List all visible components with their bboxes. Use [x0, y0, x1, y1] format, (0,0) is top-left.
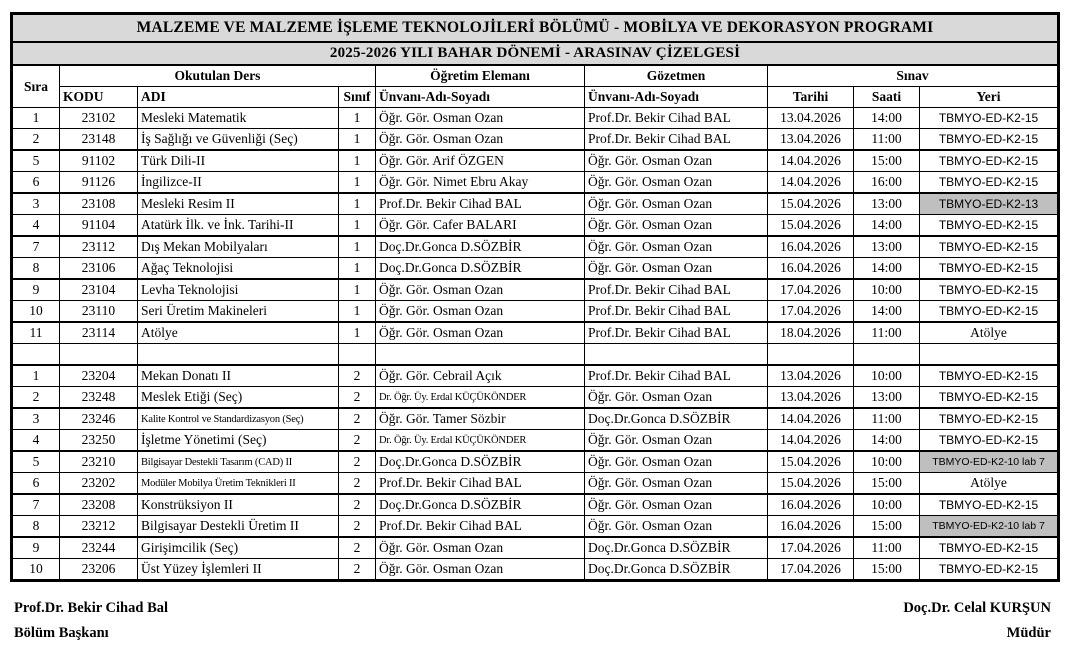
cell-saati: 13:00	[854, 236, 920, 258]
cell-gozetmen: Öğr. Gör. Osman Ozan	[585, 430, 768, 452]
col-header-yeri: Yeri	[920, 87, 1059, 108]
cell-ogretim: Doç.Dr.Gonca D.SÖZBİR	[376, 236, 585, 258]
cell-tarihi: 17.04.2026	[768, 537, 854, 559]
cell-adi: İngilizce-II	[138, 172, 339, 194]
cell-sinif	[339, 344, 376, 366]
cell-ogretim: Dr. Öğr. Üy. Erdal KÜÇÜKÖNDER	[376, 430, 585, 452]
cell-gozetmen: Prof.Dr. Bekir Cihad BAL	[585, 129, 768, 151]
cell-kodu: 23210	[60, 451, 138, 473]
cell-saati: 15:00	[854, 473, 920, 495]
cell-sinif: 2	[339, 408, 376, 430]
cell-kodu: 23250	[60, 430, 138, 452]
cell-gozetmen: Öğr. Gör. Osman Ozan	[585, 215, 768, 237]
cell-ogretim: Doç.Dr.Gonca D.SÖZBİR	[376, 451, 585, 473]
cell-ogretim: Öğr. Gör. Nimet Ebru Akay	[376, 172, 585, 194]
cell-saati: 13:00	[854, 387, 920, 409]
cell-yeri: Atölye	[920, 322, 1059, 344]
col-header-ogretim-elemani: Öğretim Elemanı	[376, 65, 585, 87]
cell-sira: 3	[12, 193, 60, 215]
cell-yeri: TBMYO-ED-K2-10 lab 7	[920, 451, 1059, 473]
cell-sinif: 2	[339, 559, 376, 581]
cell-sira: 9	[12, 279, 60, 301]
cell-sira: 4	[12, 430, 60, 452]
cell-gozetmen: Öğr. Gör. Osman Ozan	[585, 193, 768, 215]
table-row	[12, 408, 1059, 430]
table-row	[12, 537, 1059, 559]
cell-tarihi: 16.04.2026	[768, 516, 854, 538]
cell-saati: 11:00	[854, 322, 920, 344]
cell-gozetmen: Prof.Dr. Bekir Cihad BAL	[585, 301, 768, 323]
cell-kodu: 23206	[60, 559, 138, 581]
cell-adi: İşletme Yönetimi (Seç)	[138, 430, 339, 452]
cell-yeri: TBMYO-ED-K2-15	[920, 408, 1059, 430]
table-row	[12, 193, 1059, 215]
col-header-sinav: Sınav	[768, 65, 1059, 87]
cell-ogretim: Prof.Dr. Bekir Cihad BAL	[376, 516, 585, 538]
cell-kodu: 23202	[60, 473, 138, 495]
signature-left-name: Prof.Dr. Bekir Cihad Bal	[14, 600, 169, 616]
cell-adi: Mesleki Matematik	[138, 108, 339, 129]
cell-sira: 2	[12, 129, 60, 151]
signature-right-name: Doç.Dr. Celal KURŞUN	[903, 600, 1051, 616]
cell-adi: Dış Mekan Mobilyaları	[138, 236, 339, 258]
cell-gozetmen: Öğr. Gör. Osman Ozan	[585, 516, 768, 538]
col-header-unvan-gozetmen: Ünvanı-Adı-Soyadı	[585, 87, 768, 108]
cell-kodu: 23212	[60, 516, 138, 538]
cell-sira: 10	[12, 559, 60, 581]
cell-saati	[854, 344, 920, 366]
table-row	[12, 387, 1059, 409]
cell-sira: 9	[12, 537, 60, 559]
cell-ogretim: Doç.Dr.Gonca D.SÖZBİR	[376, 494, 585, 516]
cell-tarihi: 14.04.2026	[768, 430, 854, 452]
cell-ogretim: Doç.Dr.Gonca D.SÖZBİR	[376, 258, 585, 280]
cell-yeri: TBMYO-ED-K2-15	[920, 279, 1059, 301]
cell-tarihi: 16.04.2026	[768, 236, 854, 258]
table-row	[12, 494, 1059, 516]
cell-adi	[138, 344, 339, 366]
cell-yeri: TBMYO-ED-K2-15	[920, 258, 1059, 280]
cell-yeri: TBMYO-ED-K2-13	[920, 193, 1059, 215]
cell-saati: 11:00	[854, 537, 920, 559]
cell-saati: 14:00	[854, 258, 920, 280]
table-row	[12, 215, 1059, 237]
cell-saati: 11:00	[854, 408, 920, 430]
cell-tarihi: 14.04.2026	[768, 408, 854, 430]
cell-tarihi: 15.04.2026	[768, 193, 854, 215]
cell-tarihi: 13.04.2026	[768, 108, 854, 129]
cell-adi: Bilgisayar Destekli Tasarım (CAD) II	[138, 451, 339, 473]
table-row	[12, 322, 1059, 344]
cell-gozetmen: Prof.Dr. Bekir Cihad BAL	[585, 322, 768, 344]
cell-yeri: TBMYO-ED-K2-15	[920, 365, 1059, 387]
cell-adi: Konstrüksiyon II	[138, 494, 339, 516]
table-row	[12, 559, 1059, 581]
group-header-row	[12, 65, 1059, 87]
cell-sinif: 1	[339, 279, 376, 301]
sub-header-row	[12, 87, 1059, 108]
cell-kodu: 23208	[60, 494, 138, 516]
cell-saati: 14:00	[854, 301, 920, 323]
col-header-unvan-ogretim: Ünvanı-Adı-Soyadı	[376, 87, 585, 108]
cell-saati: 10:00	[854, 365, 920, 387]
cell-sinif: 1	[339, 322, 376, 344]
cell-adi: Mekan Donatı II	[138, 365, 339, 387]
cell-ogretim: Öğr. Gör. Osman Ozan	[376, 301, 585, 323]
cell-tarihi: 18.04.2026	[768, 322, 854, 344]
cell-ogretim: Öğr. Gör. Osman Ozan	[376, 108, 585, 129]
table-row	[12, 279, 1059, 301]
cell-ogretim: Dr. Öğr. Üy. Erdal KÜÇÜKÖNDER	[376, 387, 585, 409]
cell-sinif: 2	[339, 473, 376, 495]
cell-kodu: 91104	[60, 215, 138, 237]
cell-saati: 10:00	[854, 451, 920, 473]
cell-gozetmen: Öğr. Gör. Osman Ozan	[585, 451, 768, 473]
cell-sira: 3	[12, 408, 60, 430]
cell-yeri: TBMYO-ED-K2-15	[920, 301, 1059, 323]
cell-kodu: 23102	[60, 108, 138, 129]
cell-saati: 14:00	[854, 215, 920, 237]
table-row	[12, 516, 1059, 538]
cell-yeri: TBMYO-ED-K2-10 lab 7	[920, 516, 1059, 538]
cell-kodu: 23246	[60, 408, 138, 430]
cell-adi: Bilgisayar Destekli Üretim II	[138, 516, 339, 538]
cell-sira: 1	[12, 108, 60, 129]
cell-adi: İş Sağlığı ve Güvenliği (Seç)	[138, 129, 339, 151]
cell-ogretim: Prof.Dr. Bekir Cihad BAL	[376, 473, 585, 495]
col-header-kodu: KODU	[60, 87, 138, 108]
cell-gozetmen: Öğr. Gör. Osman Ozan	[585, 473, 768, 495]
cell-kodu: 23148	[60, 129, 138, 151]
cell-sira: 10	[12, 301, 60, 323]
subtitle-row	[12, 42, 1059, 65]
cell-saati: 11:00	[854, 129, 920, 151]
cell-ogretim: Öğr. Gör. Cebrail Açık	[376, 365, 585, 387]
cell-sinif: 2	[339, 387, 376, 409]
table-row	[12, 172, 1059, 194]
cell-ogretim	[376, 344, 585, 366]
cell-saati: 15:00	[854, 516, 920, 538]
cell-adi: Modüler Mobilya Üretim Teknikleri II	[138, 473, 339, 495]
cell-gozetmen: Öğr. Gör. Osman Ozan	[585, 494, 768, 516]
cell-sira: 8	[12, 258, 60, 280]
table-row	[12, 430, 1059, 452]
cell-adi: Mesleki Resim II	[138, 193, 339, 215]
cell-gozetmen	[585, 344, 768, 366]
cell-adi: Kalite Kontrol ve Standardizasyon (Seç)	[138, 408, 339, 430]
cell-tarihi: 13.04.2026	[768, 387, 854, 409]
cell-ogretim: Öğr. Gör. Osman Ozan	[376, 279, 585, 301]
cell-saati: 10:00	[854, 494, 920, 516]
signature-right-title: Müdür	[1006, 625, 1051, 641]
cell-sinif: 2	[339, 451, 376, 473]
col-header-adi: ADI	[138, 87, 339, 108]
cell-adi: Meslek Etiği (Seç)	[138, 387, 339, 409]
cell-gozetmen: Prof.Dr. Bekir Cihad BAL	[585, 279, 768, 301]
table-row	[12, 258, 1059, 280]
cell-adi: Üst Yüzey İşlemleri II	[138, 559, 339, 581]
cell-ogretim: Öğr. Gör. Osman Ozan	[376, 559, 585, 581]
cell-gozetmen: Öğr. Gör. Osman Ozan	[585, 258, 768, 280]
cell-kodu: 91102	[60, 150, 138, 172]
cell-yeri: TBMYO-ED-K2-15	[920, 215, 1059, 237]
cell-sinif: 1	[339, 150, 376, 172]
signature-left	[14, 596, 168, 646]
cell-gozetmen: Prof.Dr. Bekir Cihad BAL	[585, 365, 768, 387]
cell-yeri: TBMYO-ED-K2-15	[920, 108, 1059, 129]
cell-sira: 5	[12, 150, 60, 172]
signature-left-title: Bölüm Başkanı	[14, 625, 109, 641]
cell-tarihi: 17.04.2026	[768, 279, 854, 301]
cell-adi: Atatürk İlk. ve İnk. Tarihi-II	[138, 215, 339, 237]
cell-gozetmen: Doç.Dr.Gonca D.SÖZBİR	[585, 537, 768, 559]
cell-yeri: TBMYO-ED-K2-15	[920, 494, 1059, 516]
cell-adi: Levha Teknolojisi	[138, 279, 339, 301]
cell-sira	[12, 344, 60, 366]
cell-tarihi: 14.04.2026	[768, 172, 854, 194]
cell-sira: 6	[12, 172, 60, 194]
cell-kodu: 23106	[60, 258, 138, 280]
cell-sira: 7	[12, 494, 60, 516]
cell-kodu: 23110	[60, 301, 138, 323]
cell-tarihi: 15.04.2026	[768, 473, 854, 495]
cell-yeri: TBMYO-ED-K2-15	[920, 172, 1059, 194]
col-header-tarihi: Tarihi	[768, 87, 854, 108]
cell-tarihi	[768, 344, 854, 366]
cell-tarihi: 15.04.2026	[768, 451, 854, 473]
cell-ogretim: Öğr. Gör. Tamer Sözbir	[376, 408, 585, 430]
cell-sinif: 2	[339, 537, 376, 559]
cell-kodu: 23248	[60, 387, 138, 409]
table-row	[12, 129, 1059, 151]
signature-right	[903, 596, 1051, 646]
spacer-row	[12, 344, 1059, 366]
cell-kodu: 23112	[60, 236, 138, 258]
cell-tarihi: 15.04.2026	[768, 215, 854, 237]
cell-gozetmen: Öğr. Gör. Osman Ozan	[585, 150, 768, 172]
cell-yeri: TBMYO-ED-K2-15	[920, 537, 1059, 559]
cell-sira: 5	[12, 451, 60, 473]
cell-gozetmen: Prof.Dr. Bekir Cihad BAL	[585, 108, 768, 129]
cell-tarihi: 14.04.2026	[768, 150, 854, 172]
cell-ogretim: Öğr. Gör. Arif ÖZGEN	[376, 150, 585, 172]
cell-saati: 15:00	[854, 150, 920, 172]
cell-sinif: 1	[339, 215, 376, 237]
cell-saati: 14:00	[854, 108, 920, 129]
cell-kodu: 23204	[60, 365, 138, 387]
cell-tarihi: 13.04.2026	[768, 365, 854, 387]
cell-yeri: TBMYO-ED-K2-15	[920, 430, 1059, 452]
cell-yeri: TBMYO-ED-K2-15	[920, 150, 1059, 172]
cell-sinif: 1	[339, 258, 376, 280]
table-row	[12, 236, 1059, 258]
col-header-sinif: Sınıf	[339, 87, 376, 108]
cell-tarihi: 16.04.2026	[768, 258, 854, 280]
cell-adi: Girişimcilik (Seç)	[138, 537, 339, 559]
cell-yeri	[920, 344, 1059, 366]
table-row	[12, 301, 1059, 323]
cell-yeri: TBMYO-ED-K2-15	[920, 236, 1059, 258]
cell-gozetmen: Doç.Dr.Gonca D.SÖZBİR	[585, 559, 768, 581]
cell-yeri: TBMYO-ED-K2-15	[920, 559, 1059, 581]
cell-saati: 15:00	[854, 559, 920, 581]
cell-sira: 7	[12, 236, 60, 258]
cell-sinif: 2	[339, 516, 376, 538]
cell-saati: 16:00	[854, 172, 920, 194]
cell-kodu	[60, 344, 138, 366]
cell-sinif: 1	[339, 172, 376, 194]
table-row	[12, 365, 1059, 387]
col-header-saati: Saati	[854, 87, 920, 108]
cell-tarihi: 13.04.2026	[768, 129, 854, 151]
cell-sinif: 1	[339, 193, 376, 215]
cell-adi: Ağaç Teknolojisi	[138, 258, 339, 280]
cell-adi: Atölye	[138, 322, 339, 344]
cell-ogretim: Öğr. Gör. Osman Ozan	[376, 322, 585, 344]
cell-yeri: TBMYO-ED-K2-15	[920, 387, 1059, 409]
cell-yeri: Atölye	[920, 473, 1059, 495]
cell-saati: 14:00	[854, 430, 920, 452]
cell-saati: 13:00	[854, 193, 920, 215]
document-title: MALZEME VE MALZEME İŞLEME TEKNOLOJİLERİ BÖLÜMÜ - MOBİLYA VE DEKORASYON PROGRAMI	[12, 14, 1059, 43]
cell-sinif: 2	[339, 430, 376, 452]
title-row	[12, 14, 1059, 43]
cell-gozetmen: Doç.Dr.Gonca D.SÖZBİR	[585, 408, 768, 430]
cell-sira: 6	[12, 473, 60, 495]
cell-gozetmen: Öğr. Gör. Osman Ozan	[585, 172, 768, 194]
cell-tarihi: 17.04.2026	[768, 301, 854, 323]
cell-gozetmen: Öğr. Gör. Osman Ozan	[585, 387, 768, 409]
cell-yeri: TBMYO-ED-K2-15	[920, 129, 1059, 151]
cell-sinif: 1	[339, 108, 376, 129]
cell-ogretim: Öğr. Gör. Osman Ozan	[376, 129, 585, 151]
table-row	[12, 108, 1059, 129]
cell-sinif: 1	[339, 129, 376, 151]
table-row	[12, 451, 1059, 473]
cell-kodu: 23244	[60, 537, 138, 559]
exam-schedule-table	[10, 12, 1060, 582]
cell-sinif: 2	[339, 365, 376, 387]
cell-kodu: 23104	[60, 279, 138, 301]
cell-sira: 8	[12, 516, 60, 538]
cell-kodu: 23108	[60, 193, 138, 215]
cell-sira: 1	[12, 365, 60, 387]
col-header-okutulan-ders: Okutulan Ders	[60, 65, 376, 87]
col-header-gozetmen: Gözetmen	[585, 65, 768, 87]
cell-sinif: 2	[339, 494, 376, 516]
cell-ogretim: Öğr. Gör. Osman Ozan	[376, 537, 585, 559]
cell-sinif: 1	[339, 236, 376, 258]
cell-adi: Seri Üretim Makineleri	[138, 301, 339, 323]
cell-ogretim: Öğr. Gör. Cafer BALARI	[376, 215, 585, 237]
cell-kodu: 91126	[60, 172, 138, 194]
cell-tarihi: 17.04.2026	[768, 559, 854, 581]
cell-sinif: 1	[339, 301, 376, 323]
cell-sira: 2	[12, 387, 60, 409]
table-row	[12, 473, 1059, 495]
col-header-sira: Sıra	[12, 65, 60, 108]
cell-kodu: 23114	[60, 322, 138, 344]
cell-tarihi: 16.04.2026	[768, 494, 854, 516]
cell-adi: Türk Dili-II	[138, 150, 339, 172]
cell-saati: 10:00	[854, 279, 920, 301]
cell-ogretim: Prof.Dr. Bekir Cihad BAL	[376, 193, 585, 215]
cell-sira: 11	[12, 322, 60, 344]
cell-gozetmen: Öğr. Gör. Osman Ozan	[585, 236, 768, 258]
document-subtitle: 2025-2026 YILI BAHAR DÖNEMİ - ARASINAV ÇİZELGESİ	[12, 42, 1059, 65]
table-row	[12, 150, 1059, 172]
cell-sira: 4	[12, 215, 60, 237]
